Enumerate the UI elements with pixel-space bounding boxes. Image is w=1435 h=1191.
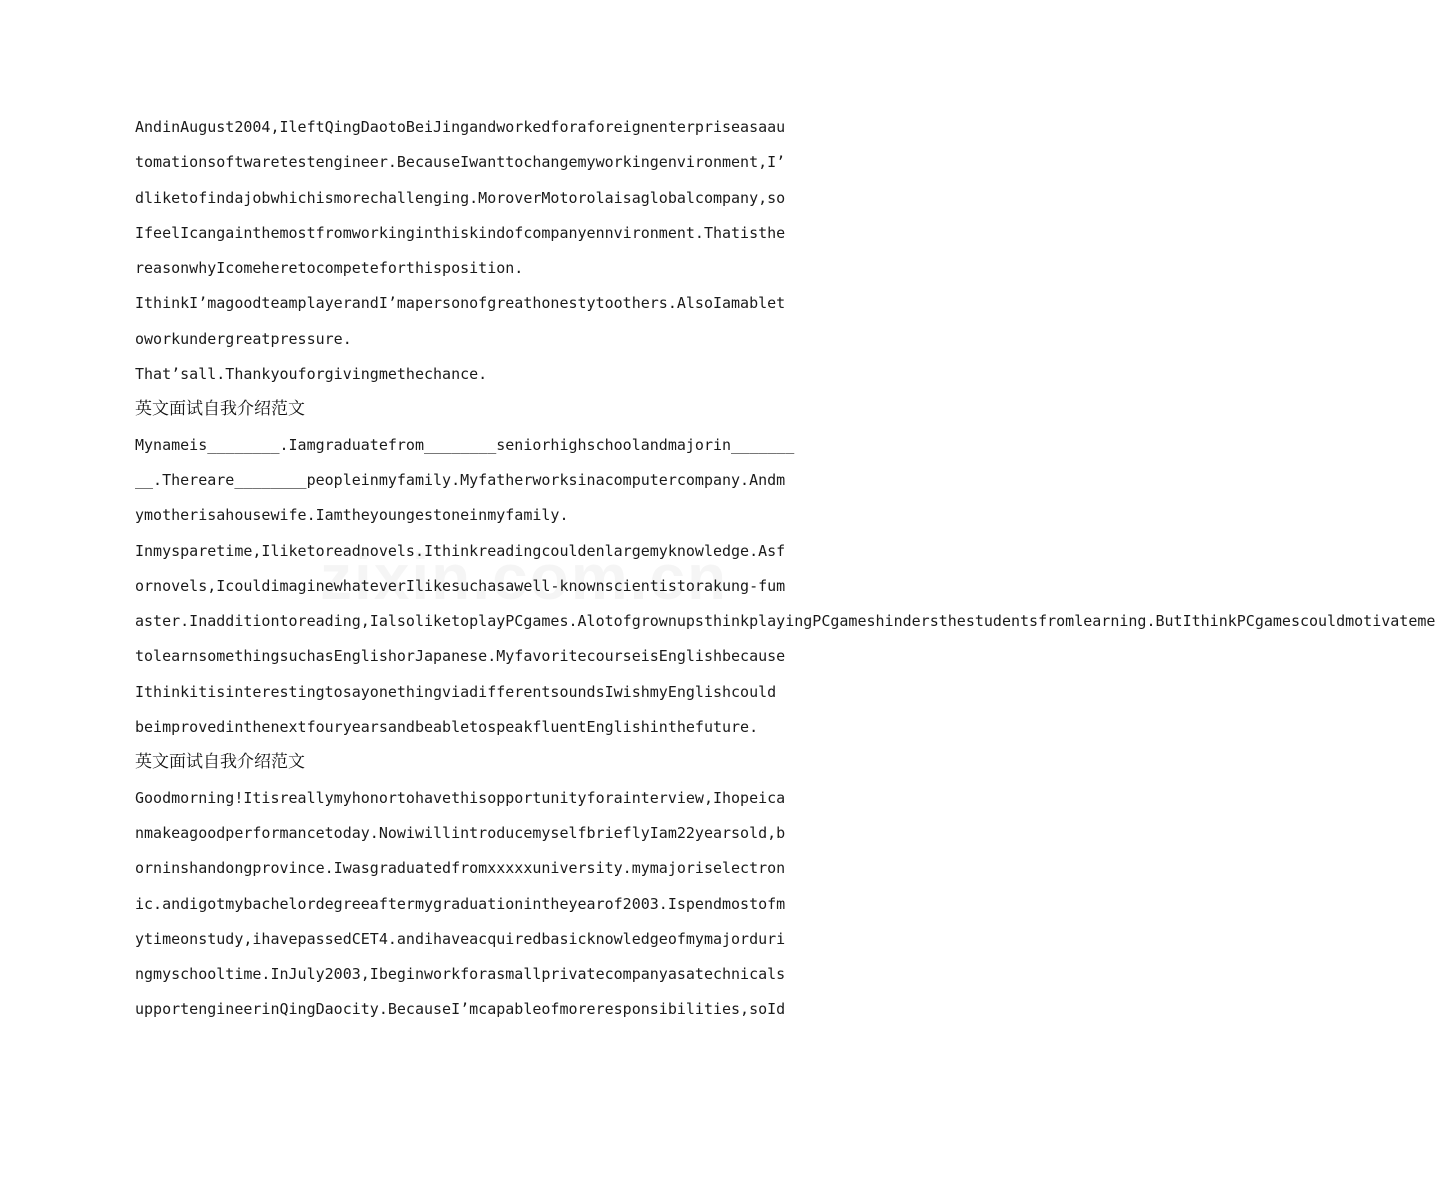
text-line: upportengineerinQingDaocity.BecauseI’mcapableofmoreresponsibilities,soId	[135, 1000, 786, 1019]
text-line: dliketofindajobwhichismorechallenging.MoroverMotorolaisaglobalcompany,so	[135, 188, 786, 207]
text-line: IfeelIcangainthemostfromworkinginthiskindofcompanyennvironment.Thatisthe	[135, 223, 786, 242]
text-line: IthinkitisinterestingtosayonethingviadifferentsoundsIwishmyEnglishcould	[135, 682, 777, 701]
text-line: ytimeonstudy,ihavepassedCET4.andihaveacquiredbasicknowledgeofmymajorduri	[135, 929, 786, 948]
text-line: aster.Inadditiontoreading,IalsoliketoplayPCgames.AlotofgrownupsthinkplayingPCgameshindersthestudentsfromlearning.ButIthinkPCgamescouldmotivateme	[135, 612, 1435, 631]
text-line: Inmysparetime,Iliketoreadnovels.Ithinkreadingcouldenlargemyknowledge.Asf	[135, 541, 786, 560]
text-line: Mynameis________.Iamgraduatefrom________seniorhighschoolandmajorin_______	[135, 435, 795, 454]
text-line: oworkundergreatpressure.	[135, 329, 352, 348]
text-line: ymotherisahousewife.Iamtheyoungestoneinmyfamily.	[135, 506, 569, 525]
text-line: ornovels,IcouldimaginewhateverIlikesuchasawell-knownscientistorakung-fum	[135, 576, 786, 595]
section-heading: 英文面试自我介绍范文	[135, 399, 305, 420]
text-line: tomationsoftwaretestengineer.BecauseIwanttochangemyworkingenvironment,I’	[135, 153, 786, 172]
text-line: ngmyschooltime.InJuly2003,Ibeginworkforasmallprivatecompanyasatechnicals	[135, 965, 786, 984]
text-line: orninshandongprovince.Iwasgraduatedfromxxxxxuniversity.mymajoriselectron	[135, 859, 786, 878]
text-line: __.Thereare________peopleinmyfamily.Myfatherworksinacomputercompany.Andm	[135, 470, 786, 489]
text-line: tolearnsomethingsuchasEnglishorJapanese.MyfavoritecourseisEnglishbecause	[135, 647, 786, 666]
text-line: ic.andigotmybachelordegreeaftermygraduationintheyearof2003.Ispendmostofm	[135, 894, 786, 913]
text-line: reasonwhyIcomeheretocompeteforthisposition.	[135, 259, 524, 278]
text-line: Goodmorning!Itisreallymyhonortohavethisopportunityforainterview,Ihopeica	[135, 788, 786, 807]
section-heading: 英文面试自我介绍范文	[135, 752, 305, 773]
text-line: AndinAugust2004,IleftQingDaotoBeiJingandworkedforaforeignenterpriseasaau	[135, 118, 786, 136]
text-line: IthinkI’magoodteamplayerandI’mapersonofgreathonestytoothers.AlsoIamablet	[135, 294, 786, 313]
document-page	[135, 110, 1435, 1028]
text-line: nmakeagoodperformancetoday.NowiwillintroducemyselfbrieflyIam22yearsold,b	[135, 823, 786, 842]
text-line: That’sall.Thankyouforgivingmethechance.	[135, 365, 488, 384]
text-line: beimprovedinthenextfouryearsandbeabletospeakfluentEnglishinthefuture.	[135, 718, 759, 737]
